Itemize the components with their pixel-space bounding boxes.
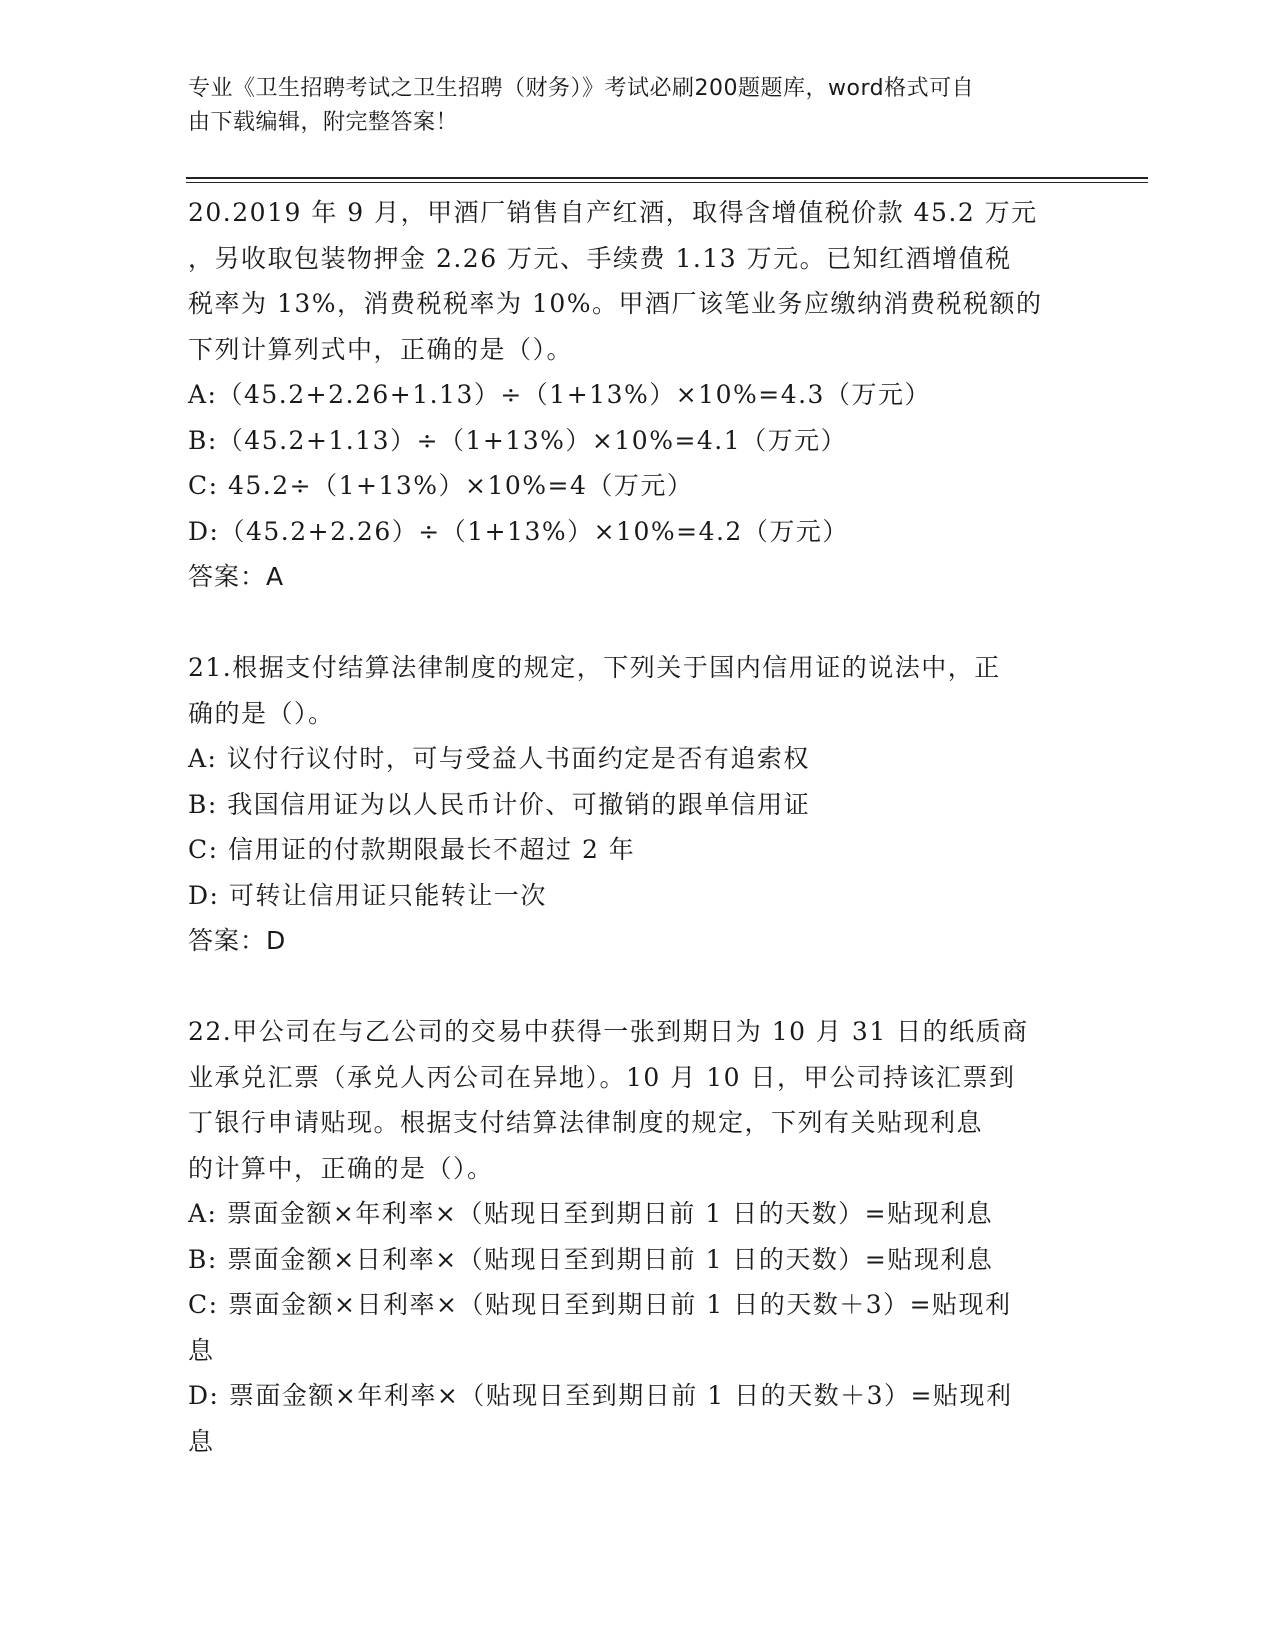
option-d: D: 可转让信用证只能转让一次	[188, 880, 547, 910]
option-a: A: 议付行议付时，可与受益人书面约定是否有追索权	[188, 744, 810, 773]
header-line-1: 专业《卫生招聘考试之卫生招聘（财务）》考试必刷200题题库，word格式可自	[188, 76, 975, 101]
option-b: B: 票面金额×日利率×（贴现日至到期日前 1 日的天数）=贴现利息	[188, 1244, 994, 1274]
option-c: C: 45.2÷（1+13%）×10%=4（万元）	[188, 471, 694, 500]
question-text-line: ，另收取包装物押金 2.26 万元、手续费 1.13 万元。已知红酒增值税	[188, 243, 1012, 273]
question-spacer	[188, 964, 1088, 1010]
answer-label: 答案：D	[188, 926, 287, 955]
question-text-line: 的计算中，正确的是（）。	[188, 1153, 494, 1183]
question-text-line: 丁银行申请贴现。根据支付结算法律制度的规定，下列有关贴现利息	[188, 1108, 984, 1137]
question-spacer	[188, 600, 1088, 646]
question-text-line: 确的是（）。	[188, 698, 335, 728]
question-text-line: 业承兑汇票（承兑人丙公司在异地）。10 月 10 日，甲公司持该汇票到	[188, 1062, 1016, 1092]
option-c-continued: 息	[188, 1335, 215, 1365]
header-divider-thin	[186, 182, 1148, 183]
option-b: B:（45.2+1.13）÷（1+13%）×10%=4.1（万元）	[188, 425, 848, 455]
question-21	[188, 645, 1088, 964]
question-text-line: 22.甲公司在与乙公司的交易中获得一张到期日为 10 月 31 日的纸质商	[188, 1017, 1029, 1046]
answer-label: 答案：A	[188, 562, 285, 591]
option-d-continued: 息	[188, 1426, 215, 1456]
question-text-line: 下列计算列式中，正确的是（）。	[188, 334, 574, 364]
question-20	[188, 190, 1088, 600]
option-b: B: 我国信用证为以人民币计价、可撤销的跟单信用证	[188, 789, 811, 819]
header-line-2: 由下载编辑，附完整答案！	[188, 110, 459, 135]
question-text-line: 税率为 13%，消费税税率为 10%。甲酒厂该笔业务应缴纳消费税税额的	[188, 289, 1043, 318]
option-d: D:（45.2+2.26）÷（1+13%）×10%=4.2（万元）	[188, 516, 849, 546]
option-a: A:（45.2+2.26+1.13）÷（1+13%）×10%=4.3（万元）	[188, 380, 931, 409]
page-header	[188, 72, 1088, 140]
header-divider-thick	[186, 177, 1148, 179]
question-22	[188, 1009, 1088, 1464]
question-text-line: 20.2019 年 9 月，甲酒厂销售自产红酒，取得含增值税价款 45.2 万元	[188, 198, 1038, 227]
document-body	[188, 190, 1088, 1464]
option-c: C: 票面金额×日利率×（贴现日至到期日前 1 日的天数＋3）=贴现利	[188, 1290, 1012, 1319]
option-c: C: 信用证的付款期限最长不超过 2 年	[188, 835, 636, 864]
option-a: A: 票面金额×年利率×（贴现日至到期日前 1 日的天数）=贴现利息	[188, 1199, 994, 1228]
option-d: D: 票面金额×年利率×（贴现日至到期日前 1 日的天数＋3）=贴现利	[188, 1381, 1013, 1410]
question-text-line: 21.根据支付结算法律制度的规定，下列关于国内信用证的说法中，正	[188, 653, 1001, 682]
